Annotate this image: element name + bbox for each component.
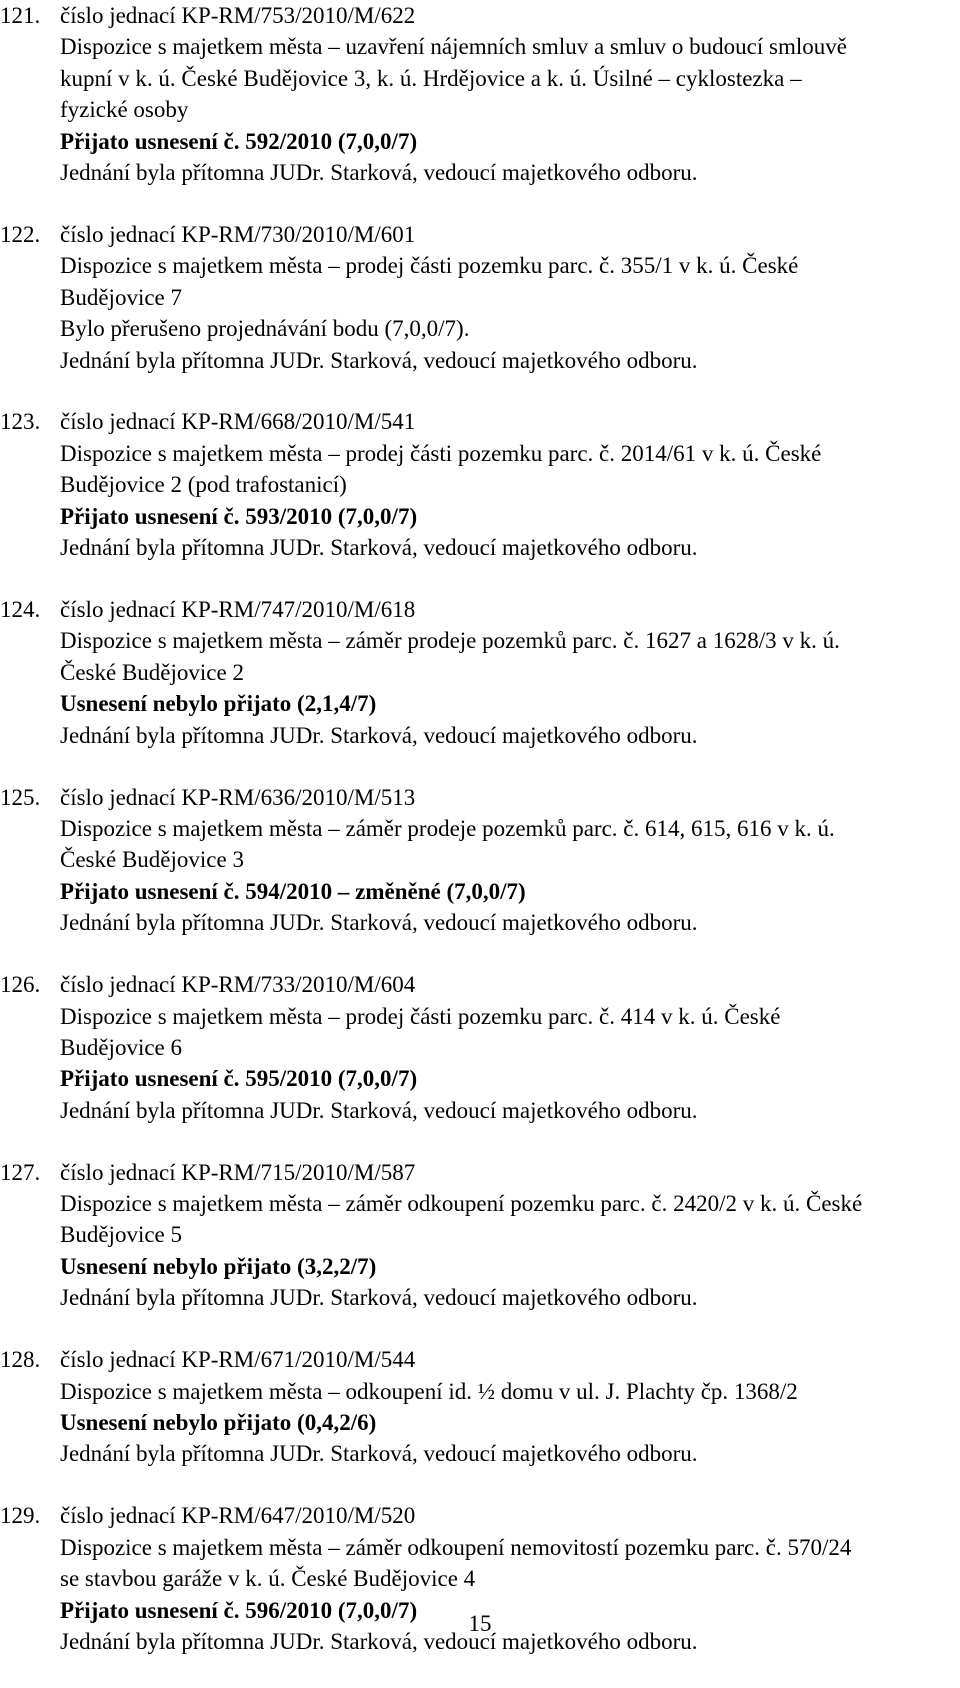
attendance-note: Jednání byla přítomna JUDr. Starková, vedoucí majetkového odboru. [60,1097,698,1123]
attendance-note: Jednání byla přítomna JUDr. Starková, vedoucí majetkového odboru. [60,159,698,185]
agenda-item-description: Dispozice s majetkem města – záměr odkoupení nemovitostí pozemku parc. č. 570/24 [60,1534,852,1560]
attendance-note: Jednání byla přítomna JUDr. Starková, vedoucí majetkového odboru. [60,535,698,561]
agenda-item-body [60,1157,960,1314]
resolution-result: Přijato usnesení č. 592/2010 (7,0,0/7) [60,128,418,154]
agenda-item-body [60,406,960,563]
agenda-item-body [60,219,960,376]
agenda-item-description: Budějovice 6 [60,1034,182,1060]
reference-number: číslo jednací KP-RM/647/2010/M/520 [60,1503,416,1529]
agenda-item-description: fyzické osoby [60,97,189,123]
resolution-result: Usnesení nebylo přijato (3,2,2/7) [60,1253,377,1279]
agenda-item [0,406,960,563]
agenda-item-description: České Budějovice 2 [60,659,244,685]
agenda-item-body [60,594,960,751]
agenda-item-description: Budějovice 5 [60,1222,182,1248]
agenda-item-description: České Budějovice 3 [60,847,244,873]
agenda-item-number: 129. [0,1503,41,1529]
agenda-item [0,1157,960,1314]
attendance-note: Jednání byla přítomna JUDr. Starková, vedoucí majetkového odboru. [60,347,698,373]
agenda-item-description: Dispozice s majetkem města – odkoupení id. ½ domu v ul. J. Plachty čp. 1368/2 [60,1378,798,1404]
agenda-item-body [60,782,960,939]
agenda-item-description: Bylo přerušeno projednávání bodu (7,0,0/7). [60,316,470,342]
agenda-item-description: Dispozice s majetkem města – záměr prodeje pozemků parc. č. 1627 a 1628/3 v k. ú. [60,628,840,654]
agenda-item-number: 121. [0,3,41,28]
agenda-item-description: Dispozice s majetkem města – uzavření nájemních smluv a smluv o budoucí smlouvě [60,34,847,60]
resolution-result: Přijato usnesení č. 596/2010 (7,0,0/7) [60,1597,418,1623]
agenda-item-description: se stavbou garáže v k. ú. České Budějovice 4 [60,1566,476,1592]
agenda-item-description: Dispozice s majetkem města – prodej části pozemku parc. č. 355/1 v k. ú. České [60,253,799,279]
resolution-result: Přijato usnesení č. 593/2010 (7,0,0/7) [60,503,418,529]
agenda-item-body [60,0,960,188]
agenda-item-description: Budějovice 2 (pod trafostanicí) [60,472,347,498]
agenda-item-number: 128. [0,1347,41,1373]
agenda-item-body [60,969,960,1126]
agenda-item-number: 125. [0,784,41,810]
resolution-result: Usnesení nebylo přijato (2,1,4/7) [60,691,377,717]
agenda-item [0,969,960,1126]
reference-number: číslo jednací KP-RM/668/2010/M/541 [60,409,416,435]
agenda-item-description: Dispozice s majetkem města – prodej části pozemku parc. č. 2014/61 v k. ú. České [60,440,822,466]
agenda-item-number: 126. [0,972,41,998]
agenda-item-description: Budějovice 7 [60,284,182,310]
agenda-item [0,219,960,376]
resolution-result: Usnesení nebylo přijato (0,4,2/6) [60,1410,377,1435]
agenda-item-number: 122. [0,221,41,247]
agenda-item-number: 124. [0,597,41,623]
agenda-item-number: 123. [0,409,41,435]
page-number: 15 [468,1611,492,1636]
agenda-item-number: 127. [0,1159,41,1185]
agenda-item-body [60,1344,960,1470]
attendance-note: Jednání byla přítomna JUDr. Starková, vedoucí majetkového odboru. [60,1441,698,1467]
reference-number: číslo jednací KP-RM/715/2010/M/587 [60,1159,416,1185]
agenda-item [0,594,960,751]
reference-number: číslo jednací KP-RM/636/2010/M/513 [60,784,416,810]
agenda-item [0,1344,960,1470]
resolution-result: Přijato usnesení č. 594/2010 – změněné (7,0,0/7) [60,878,526,904]
reference-number: číslo jednací KP-RM/747/2010/M/618 [60,597,416,623]
attendance-note: Jednání byla přítomna JUDr. Starková, vedoucí majetkového odboru. [60,1285,698,1311]
resolution-result: Přijato usnesení č. 595/2010 (7,0,0/7) [60,1066,418,1092]
agenda-item-description: Dispozice s majetkem města – záměr odkoupení pozemku parc. č. 2420/2 v k. ú. České [60,1191,863,1217]
reference-number: číslo jednací KP-RM/753/2010/M/622 [60,3,416,28]
attendance-note: Jednání byla přítomna JUDr. Starková, vedoucí majetkového odboru. [60,910,698,936]
agenda-item-description: kupní v k. ú. České Budějovice 3, k. ú. Hrdějovice a k. ú. Úsilné – cyklostezka – [60,65,802,91]
agenda-item [0,782,960,939]
reference-number: číslo jednací KP-RM/671/2010/M/544 [60,1347,416,1373]
agenda-item [0,0,960,188]
attendance-note: Jednání byla přítomna JUDr. Starková, vedoucí majetkového odboru. [60,1628,698,1654]
reference-number: číslo jednací KP-RM/733/2010/M/604 [60,972,416,998]
agenda-item-description: Dispozice s majetkem města – záměr prodeje pozemků parc. č. 614, 615, 616 v k. ú. [60,815,835,841]
attendance-note: Jednání byla přítomna JUDr. Starková, vedoucí majetkového odboru. [60,722,698,748]
agenda-item-description: Dispozice s majetkem města – prodej části pozemku parc. č. 414 v k. ú. České [60,1003,781,1029]
reference-number: číslo jednací KP-RM/730/2010/M/601 [60,221,416,247]
